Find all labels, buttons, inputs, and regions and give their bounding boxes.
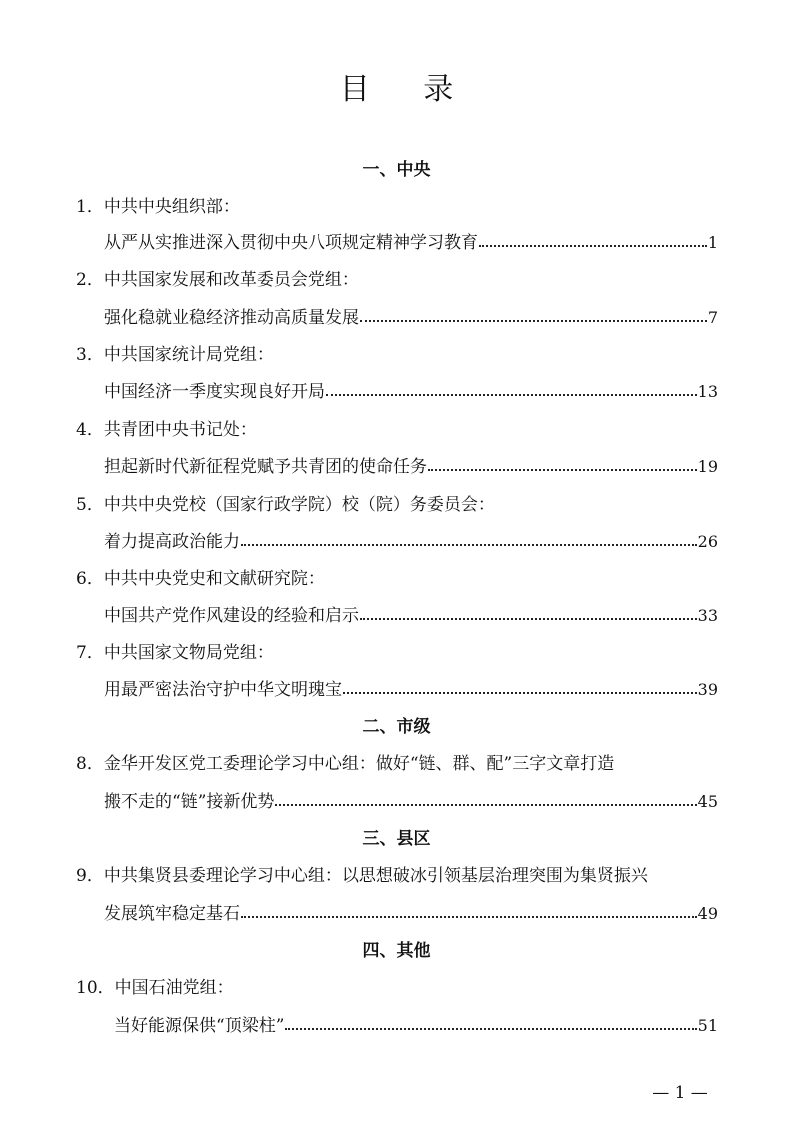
entry-number: 7． — [76, 643, 104, 663]
entry-org: 共青团中央书记处： — [103, 420, 257, 440]
entry-number: 8． — [76, 754, 104, 774]
entry-subtitle: 当好能源保供“顶梁柱” — [114, 1016, 285, 1036]
toc-entry-heading — [76, 269, 359, 291]
dot-leader — [360, 320, 707, 322]
section-heading: 四、其他 — [362, 941, 431, 961]
entry-page-number: 7 — [707, 308, 718, 327]
toc-entry-heading — [76, 419, 257, 441]
toc-entry-link[interactable] — [114, 1015, 718, 1037]
entry-subtitle: 强化稳就业稳经济推动高质量发展 — [104, 308, 359, 328]
entry-subtitle: 中国经济一季度实现良好开局 — [104, 382, 325, 402]
entry-number: 6． — [76, 569, 104, 589]
section-heading: 二、市级 — [362, 717, 431, 737]
entry-subtitle: 中国共产党作风建设的经验和启示 — [104, 606, 359, 626]
entry-page-number: 1 — [707, 233, 718, 252]
toc-entry-link[interactable] — [104, 531, 718, 553]
entry-number: 5． — [76, 495, 104, 515]
entry-org: 中国石油党组： — [114, 978, 234, 998]
toc-entry-heading — [76, 344, 274, 366]
toc-entry-link[interactable] — [104, 232, 718, 254]
entry-subtitle: 发展筑牢稳定基石 — [104, 904, 240, 924]
entry-number: 3． — [76, 345, 104, 365]
entry-number: 1． — [76, 197, 104, 217]
entry-page-number: 19 — [697, 457, 718, 476]
entry-subtitle: 从严从实推进深入贯彻中央八项规定精神学习教育 — [104, 233, 478, 253]
toc-entry-link[interactable] — [104, 605, 718, 627]
dot-leader — [241, 544, 697, 546]
entry-subtitle: 着力提高政治能力 — [104, 532, 240, 552]
dot-leader — [360, 618, 697, 620]
entry-subtitle: 搬不走的“链”接新优势 — [104, 792, 275, 812]
dot-leader — [428, 469, 697, 471]
section-heading: 一、中央 — [362, 160, 431, 180]
entry-org: 中共国家发展和改革委员会党组： — [103, 270, 359, 290]
dot-leader — [479, 245, 707, 247]
entry-number: 2． — [76, 270, 104, 290]
entry-org: 中共中央党史和文献研究院： — [103, 569, 325, 589]
toc-entry-link[interactable] — [104, 903, 718, 925]
page-title: 目 录 — [339, 72, 476, 107]
toc-entry-heading — [76, 568, 325, 590]
entry-org: 中共国家统计局党组： — [103, 345, 274, 365]
toc-entry-heading — [76, 865, 648, 887]
entry-page-number: 45 — [697, 792, 718, 811]
dot-leader — [343, 692, 697, 694]
dot-leader — [241, 916, 697, 918]
entry-org: 中共集贤县委理论学习中心组：以思想破冰引领基层治理突围为集贤振兴 — [103, 866, 648, 886]
toc-entry-heading — [76, 977, 234, 999]
section-heading: 三、县区 — [362, 829, 431, 849]
toc-entry-heading — [76, 642, 274, 664]
toc-entry-heading — [76, 494, 495, 516]
toc-entry-heading — [76, 753, 614, 775]
entry-number: 10． — [76, 978, 115, 998]
entry-page-number: 13 — [697, 382, 718, 401]
entry-org: 中共中央党校（国家行政学院）校（院）务委员会： — [103, 495, 495, 515]
toc-entry-link[interactable] — [104, 307, 718, 329]
toc-entry-link[interactable] — [104, 456, 718, 478]
entry-page-number: 51 — [697, 1016, 718, 1035]
entry-page-number: 26 — [697, 532, 718, 551]
entry-org: 中共中央组织部： — [103, 197, 240, 217]
entry-page-number: 49 — [697, 904, 718, 923]
toc-entry-link[interactable] — [104, 679, 718, 701]
entry-number: 9． — [76, 866, 104, 886]
toc-entry-link[interactable] — [104, 381, 718, 403]
entry-subtitle: 担起新时代新征程党赋予共青团的使命任务 — [104, 457, 427, 477]
toc-entry-link[interactable] — [104, 791, 718, 813]
entry-page-number: 39 — [697, 680, 718, 699]
dot-leader — [285, 1028, 696, 1030]
entry-subtitle: 用最严密法治守护中华文明瑰宝 — [104, 680, 342, 700]
entry-page-number: 33 — [697, 606, 718, 625]
entry-org: 中共国家文物局党组： — [103, 643, 274, 663]
page-number-footer: — 1 — — [652, 1083, 708, 1103]
dot-leader — [275, 804, 696, 806]
toc-entry-heading — [76, 196, 240, 218]
entry-org: 金华开发区党工委理论学习中心组：做好“链、群、配”三字文章打造 — [103, 754, 615, 774]
entry-number: 4． — [76, 420, 104, 440]
dot-leader — [326, 394, 697, 396]
